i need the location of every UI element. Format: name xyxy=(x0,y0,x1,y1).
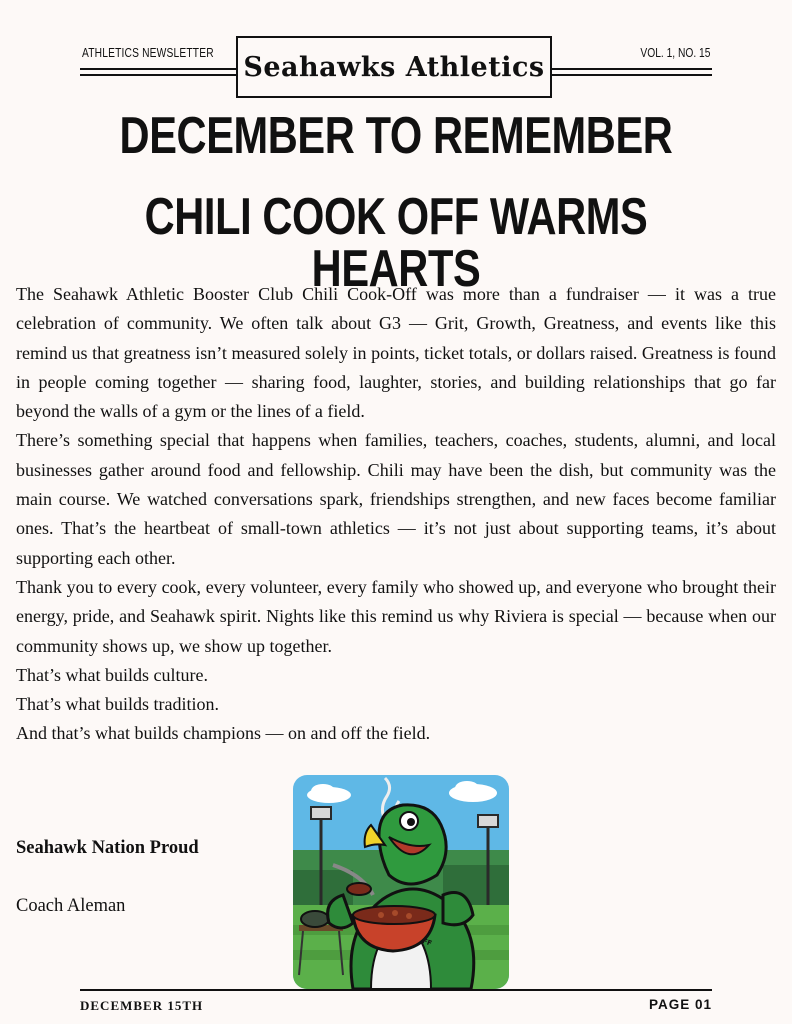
author-name: Coach Aleman xyxy=(16,896,126,916)
section-label: ATHLETICS NEWSLETTER xyxy=(82,46,214,60)
header-rule-left-bottom xyxy=(80,74,240,76)
headline-line-2: CHILI COOK OFF WARMS HEARTS xyxy=(144,188,648,298)
paragraph: That’s what builds tradition. xyxy=(16,694,219,715)
signoff-tagline: Seahawk Nation Proud xyxy=(16,838,199,858)
header-rule-left-top xyxy=(80,68,240,70)
paragraph: Thank you to every cook, every volunteer, every family who showed up, and everyone who brought their energy, pride, and Seahawk spirit. Nights like this remind us why Riviera is special — because when our community shows up, we show up together. xyxy=(16,576,776,656)
masthead-title: Seahawks Athletics xyxy=(243,51,545,83)
volume-number: VOL. 1, NO. 15 xyxy=(639,46,710,60)
page-number: PAGE 01 xyxy=(648,997,712,1012)
paragraph: There’s something special that happens when families, teachers, coaches, students, alumni, and local businesses gather around food and fellowship. Chili may have been the dish, but community was the main course. We watched conversations spark, friendships strengthen, and new faces become familiar ones. That’s the heartbeat of small-town athletics — it’s not just about supporting teams, it’s about supporting each other. xyxy=(16,430,776,568)
seahawk-mascot-illustration xyxy=(293,775,509,989)
paragraph: That’s what builds culture. xyxy=(16,664,208,685)
header-rule-right-bottom xyxy=(552,74,712,76)
header-rule-right-top xyxy=(552,68,712,70)
article-body xyxy=(16,280,776,749)
footer-rule xyxy=(80,989,712,991)
paragraph: And that’s what builds champions — on and off the field. xyxy=(16,723,431,744)
masthead xyxy=(236,36,552,98)
paragraph: The Seahawk Athletic Booster Club Chili Cook-Off was more than a fundraiser — it was a true celebration of community. We often talk about G3 — Grit, Growth, Greatness, and events like this remind us that greatness isn’t measured solely in points, ticket totals, or dollars raised. Greatness is found in people coming together — sharing food, laughter, stories, and building relationships that go far beyond the walls of a gym or the lines of a field. xyxy=(16,284,776,422)
issue-date: DECEMBER 15TH xyxy=(80,998,204,1013)
headline-line-1: DECEMBER TO REMEMBER xyxy=(119,107,673,165)
